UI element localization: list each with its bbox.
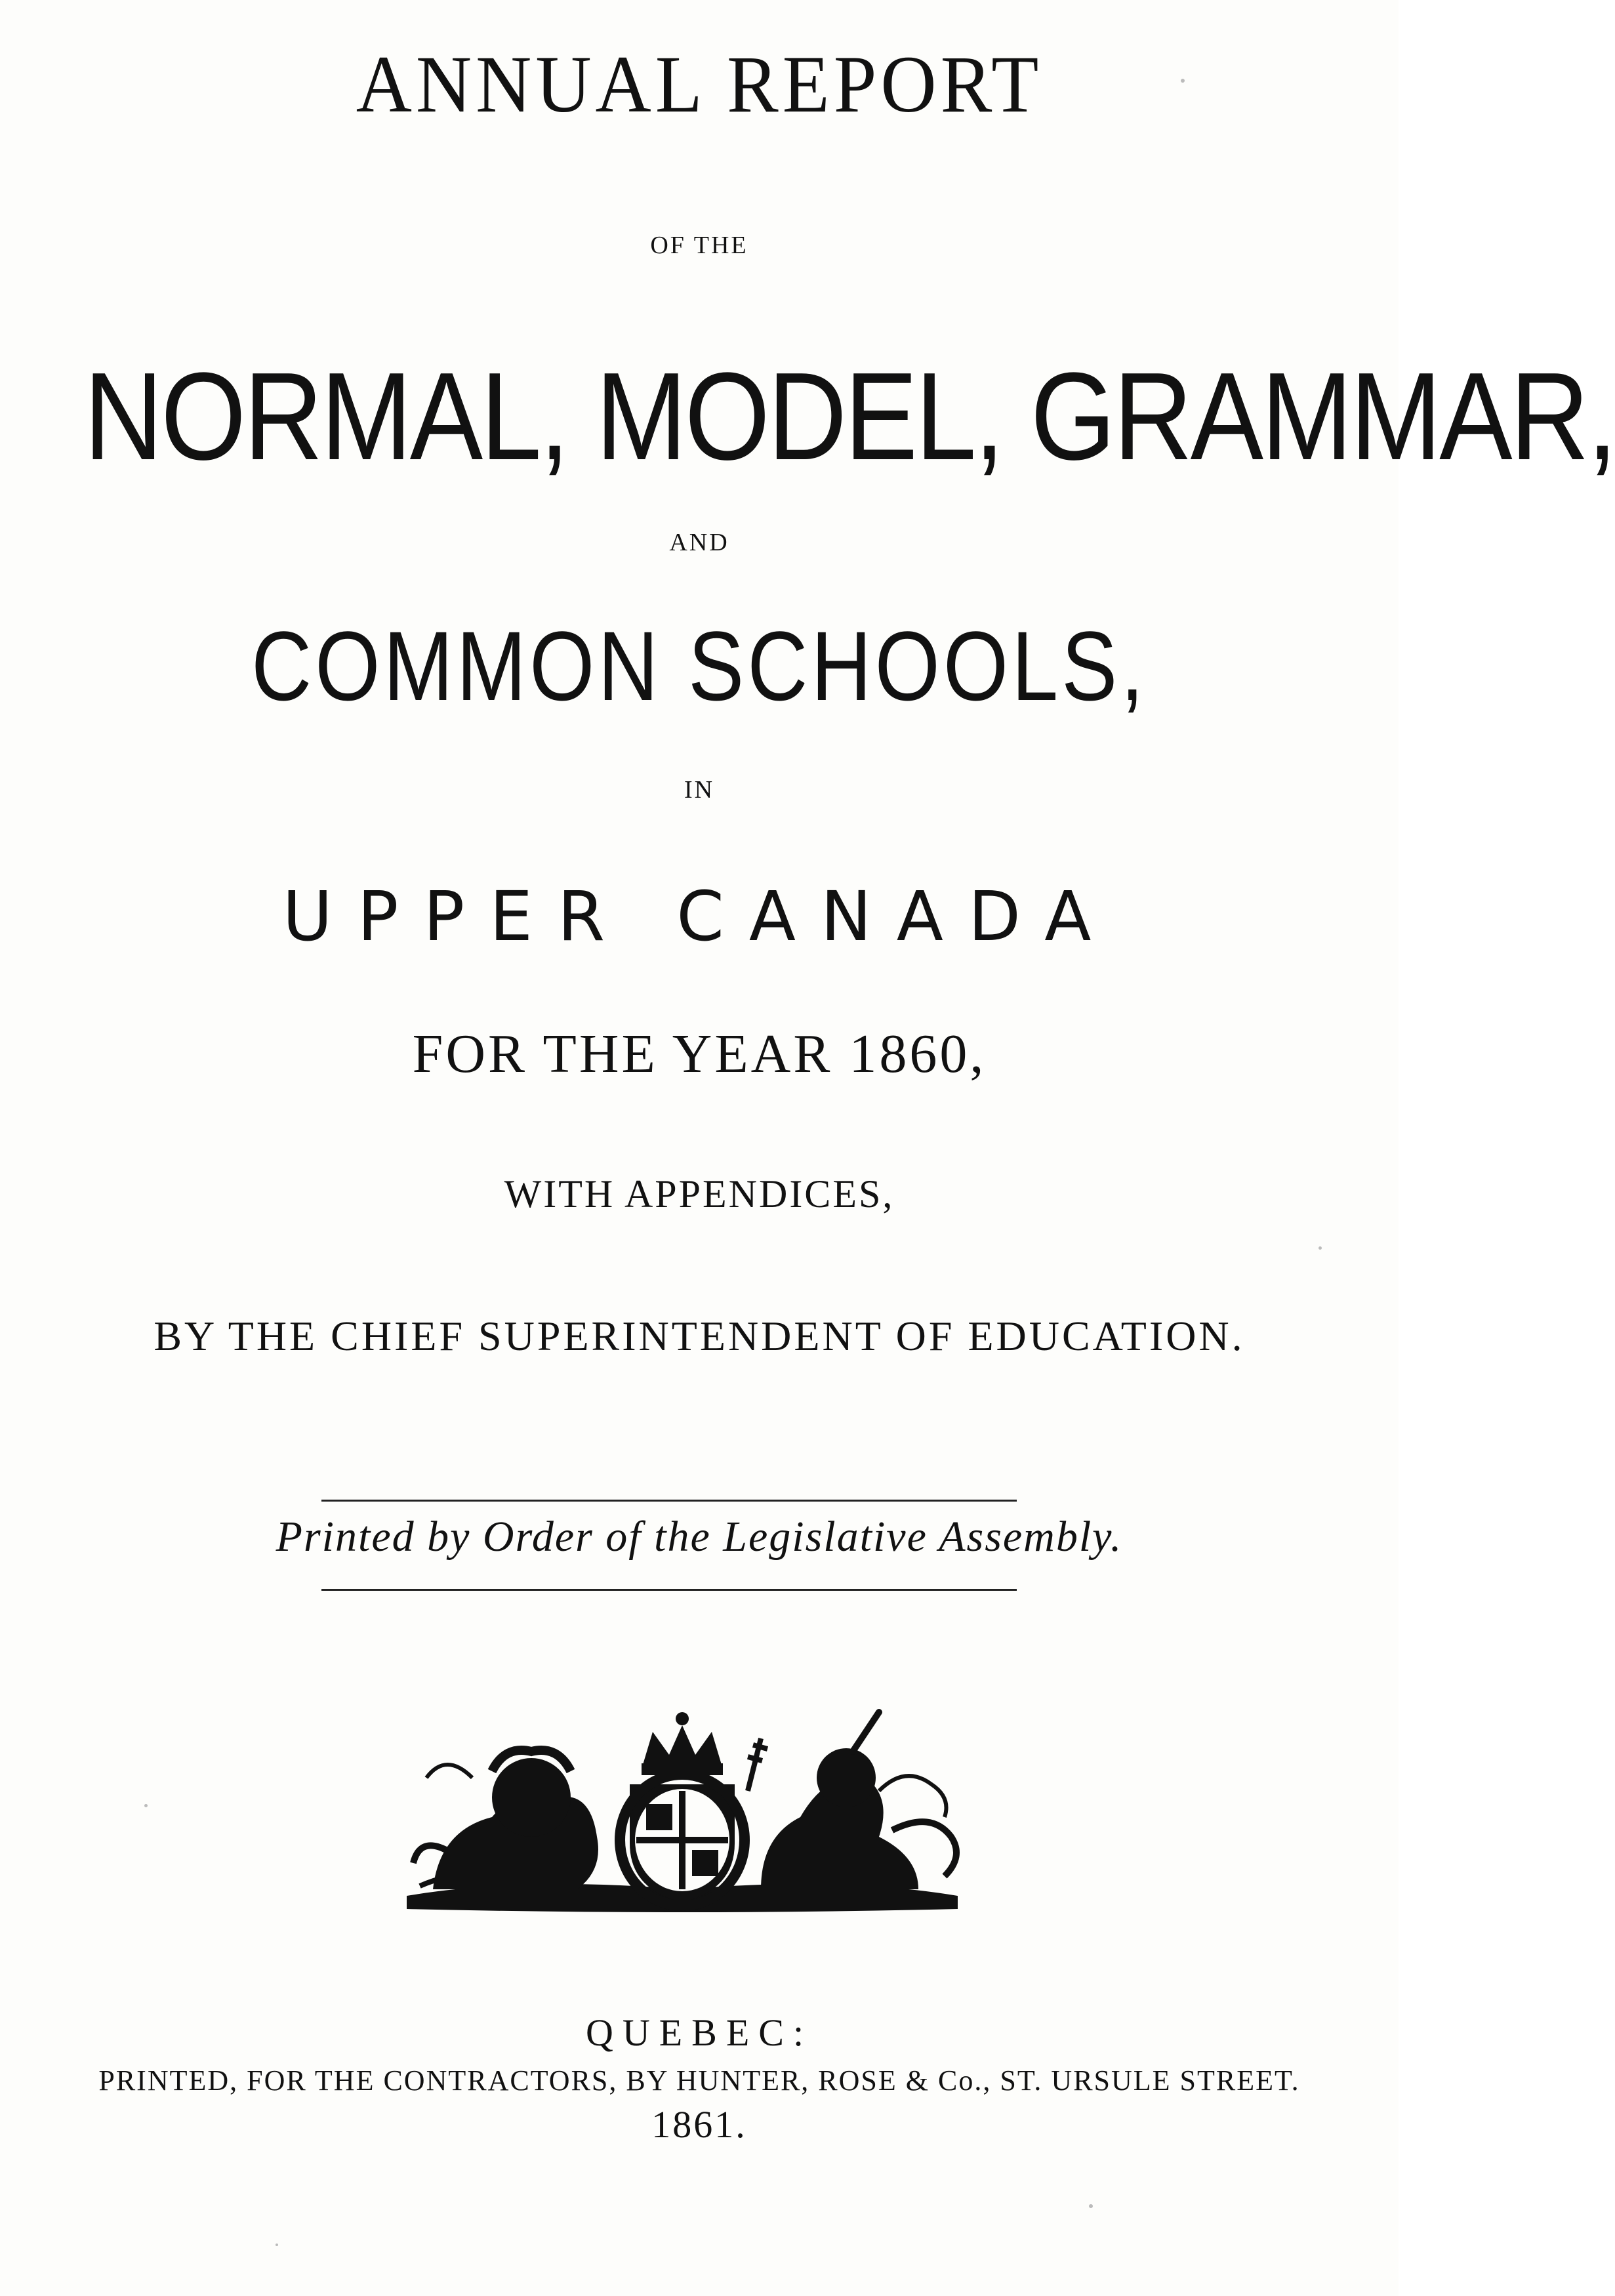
in-text: IN — [684, 776, 715, 804]
paper-speck — [1319, 1246, 1322, 1250]
divider-top — [321, 1500, 1017, 1502]
and-text: AND — [669, 529, 729, 556]
report-title: ANNUAL REPORT — [356, 39, 1043, 130]
imprint-city: QUEBEC: — [585, 2011, 813, 2054]
royal-coat-of-arms-icon — [394, 1699, 971, 1922]
paper-speck — [1089, 2204, 1093, 2208]
of-the-text: OF THE — [650, 232, 748, 259]
divider-bottom — [321, 1589, 1017, 1591]
common-schools-heading: COMMON SCHOOLS, — [251, 611, 1147, 721]
author-line: BY THE CHIEF SUPERINTENDENT OF EDUCATION. — [153, 1313, 1245, 1359]
printed-by-order: Printed by Order of the Legislative Assembly. — [276, 1513, 1123, 1561]
schools-type-heading: NORMAL, MODEL, GRAMMAR, — [83, 347, 1615, 486]
imprint-printer: PRINTED, FOR THE CONTRACTORS, BY HUNTER, ROSE & Co., ST. URSULE STREET. — [98, 2064, 1300, 2097]
appendices-text: WITH APPENDICES, — [504, 1172, 895, 1216]
paper-speck — [1181, 79, 1185, 83]
paper-speck — [144, 1804, 148, 1807]
report-year: FOR THE YEAR 1860, — [412, 1023, 987, 1084]
paper-speck — [276, 2244, 278, 2246]
region-heading: UPPER CANADA — [282, 876, 1116, 956]
imprint-year: 1861. — [651, 2103, 747, 2146]
